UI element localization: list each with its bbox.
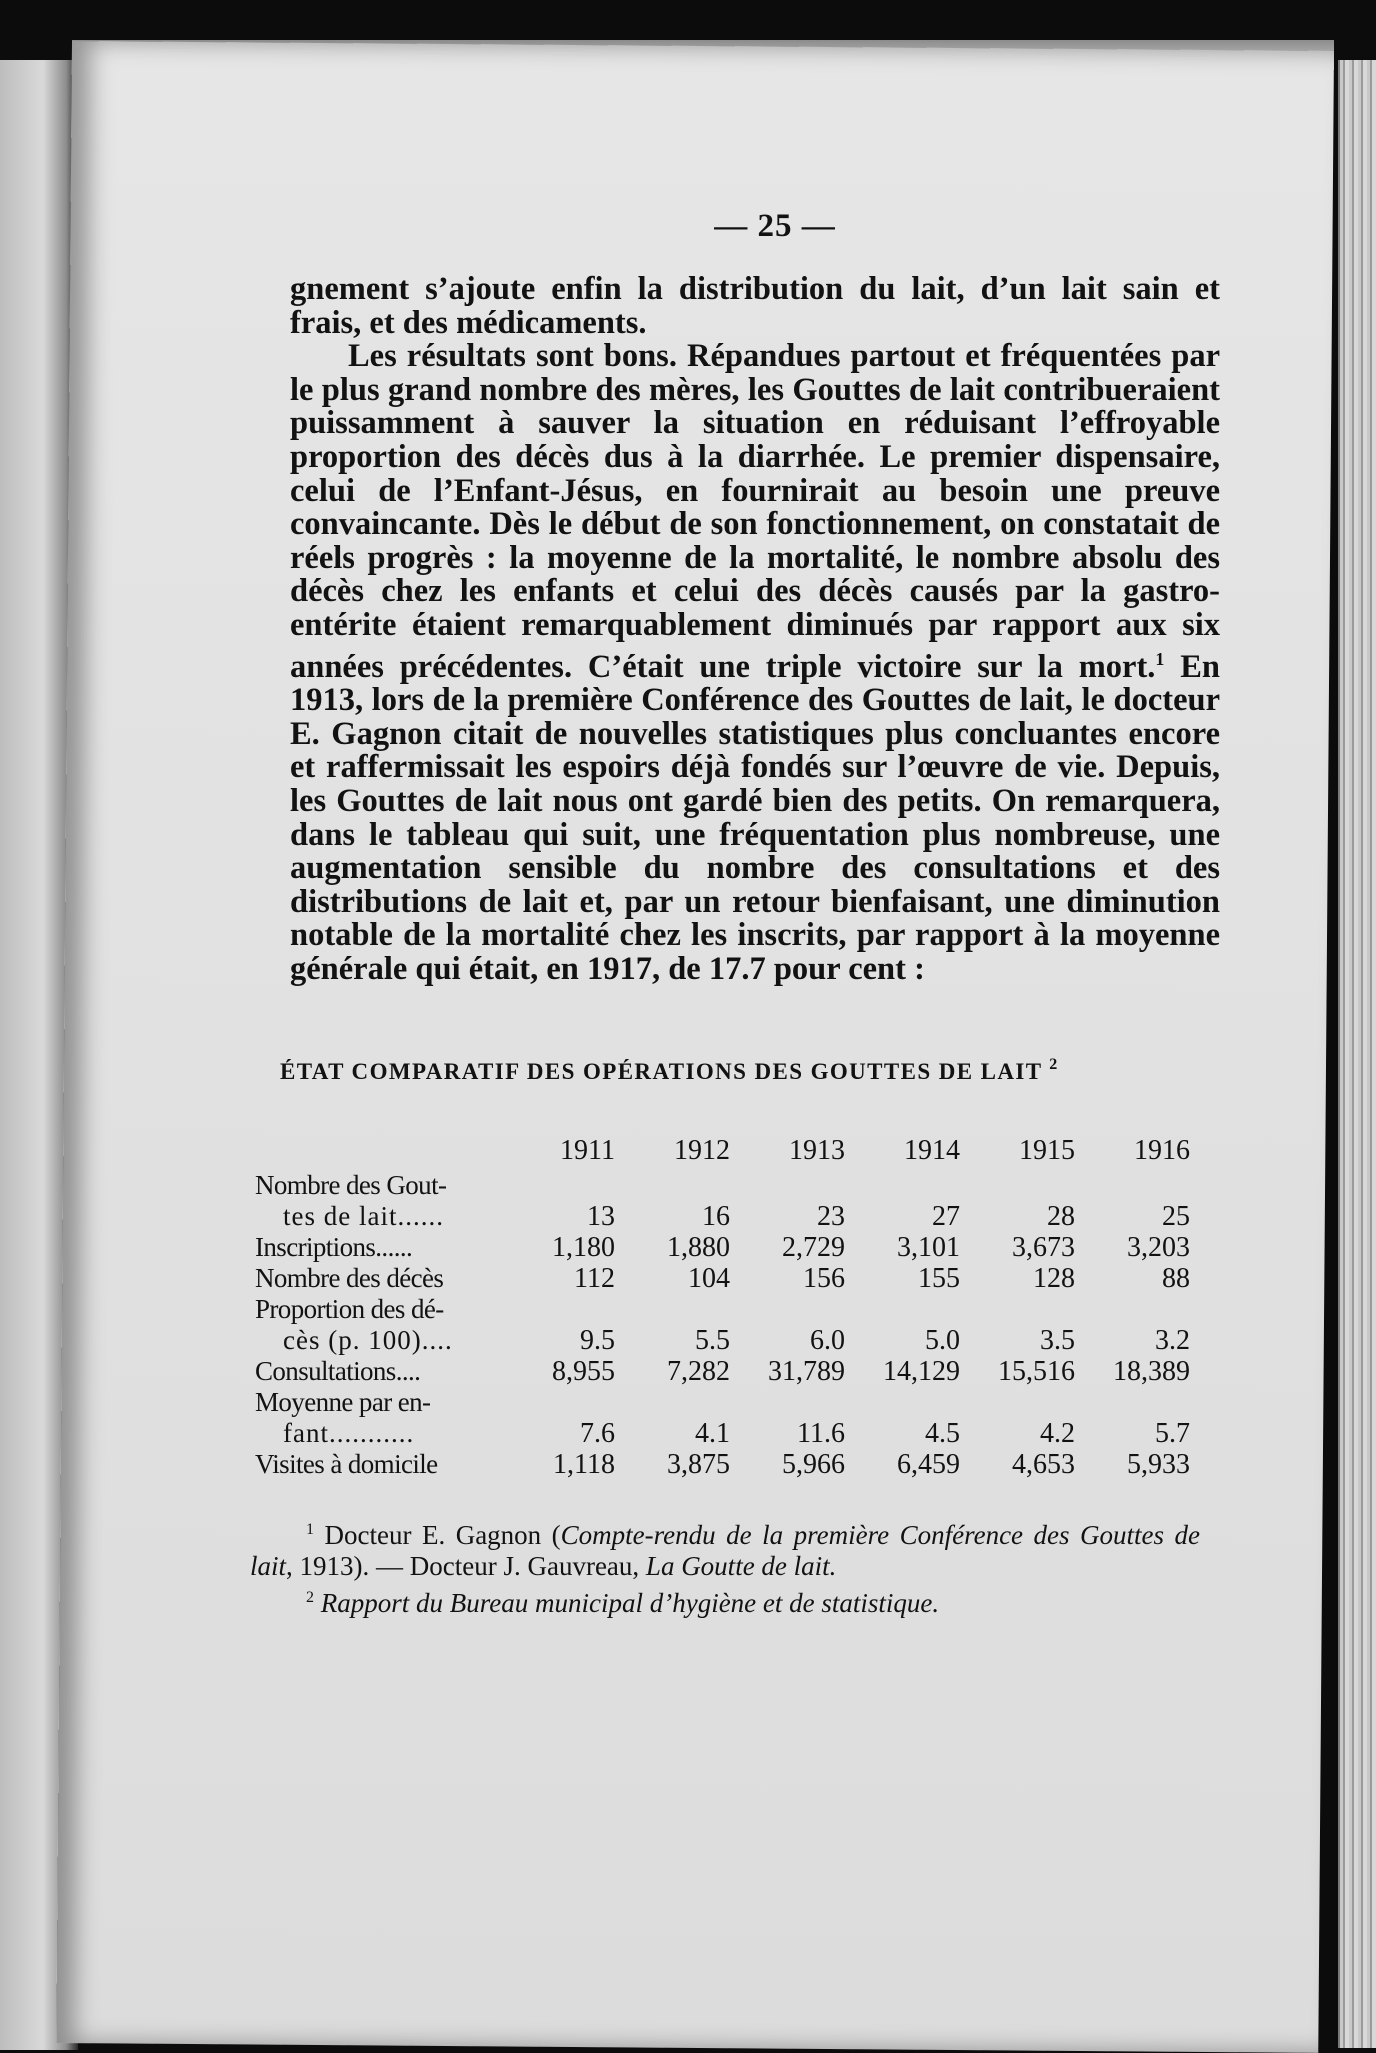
row-label (255, 1170, 500, 1232)
table-title (280, 1056, 1230, 1085)
footnote-1 (250, 1514, 1200, 1582)
footnote-ref-2: 2 (1049, 1056, 1059, 1074)
right-page-edges (1338, 60, 1376, 2048)
table-row (255, 1449, 1190, 1480)
year-header: 1914 (904, 1135, 960, 1167)
table-cell: 13 (587, 1201, 615, 1233)
footnote-1-italic-title: La Goutte de lait. (645, 1551, 837, 1582)
table-header-row (255, 1135, 1190, 1170)
table-cell: 18,389 (1113, 1356, 1190, 1388)
row-label (255, 1387, 500, 1449)
table-cell: 4,653 (1012, 1449, 1075, 1481)
table-cell: 16 (702, 1201, 730, 1233)
row-label-line: Nombre des Gout- (255, 1170, 447, 1201)
table-cell: 25 (1162, 1201, 1190, 1233)
table-cell: 4.1 (695, 1418, 730, 1450)
table-cell: 5.5 (695, 1325, 730, 1357)
row-label: Consultations.... (255, 1356, 421, 1387)
paragraph-2-part-1: Les résultats sont bons. Répandues partout et fréquentées par le plus grand nombre des mères, les Gouttes de lait contribueraient puissamment à sauver la situation en réduisant l’effroyable proportion des décès dus à la diarrhée. Le premier dispensaire, celui de l’Enfant-Jésus, en fournirait au besoin une preuve convaincante. Dès le début de son fonctionnement, on constatait de réels progrès : la moyenne de la mortalité, le nombre absolu des décès chez les enfants et celui des décès causés par la gastro-entérite étaient remarquablement diminués par rapport aux six années précédentes. C’était une triple victoire sur la mort. (290, 338, 1220, 685)
page-content (210, 152, 1230, 1619)
footnote-1-text: , 1913). — Docteur J. Gauvreau, (286, 1551, 646, 1582)
row-label-line: Proportion des dé- (255, 1294, 444, 1325)
table-cell: 155 (918, 1263, 960, 1295)
table-cell: 7.6 (580, 1418, 615, 1450)
table-cell: 11.6 (797, 1418, 845, 1450)
row-label: Inscriptions...... (255, 1232, 413, 1263)
table-cell: 128 (1033, 1263, 1075, 1295)
table-cell: 3.5 (1040, 1325, 1075, 1357)
body-text (290, 273, 1220, 986)
table-cell: 27 (932, 1201, 960, 1233)
year-header: 1912 (674, 1135, 730, 1167)
footnote-2-italic-title: Rapport du Bureau municipal d’hygiène et de statistique. (320, 1588, 940, 1619)
table-cell: 5,966 (782, 1449, 845, 1481)
table-cell: 6,459 (897, 1449, 960, 1481)
table-cell: 3.2 (1155, 1325, 1190, 1357)
row-label: Nombre des décès (255, 1263, 444, 1294)
table-cell: 1,880 (667, 1232, 730, 1264)
footnote-1-mark: 1 (306, 1521, 314, 1539)
table-cell: 3,203 (1127, 1232, 1190, 1264)
table-cell: 1,118 (553, 1449, 615, 1481)
table-cell: 14,129 (883, 1356, 960, 1388)
table-row (255, 1294, 1190, 1356)
footnote-ref-1: 1 (1155, 648, 1165, 669)
table-cell: 3,673 (1012, 1232, 1075, 1264)
table-cell: 3,101 (897, 1232, 960, 1264)
table-cell: 15,516 (998, 1356, 1075, 1388)
page-number: — 25 — (714, 208, 836, 244)
statistics-table (255, 1135, 1190, 1480)
row-label (255, 1294, 500, 1356)
paragraph-2-part-2: En 1913, lors de la première Conférence des Gouttes de lait, le docteur E. Gagnon citait de nouvelles statistiques plus concluantes encore et raffermissait les espoirs déjà fondés sur l’œuvre de vie. Depuis, les Gouttes de lait nous ont gardé bien des petits. On remarquera, dans le tableau qui suit, une fréquentation plus nombreuse, une augmentation sensible du nombre des consultations et des distributions de lait et, par un retour bienfaisant, une diminution notable de la mortalité chez les inscrits, par rapport à la moyenne générale qui était, en 1917, de 17.7 pour cent : (290, 648, 1220, 987)
table-cell: 5.0 (925, 1325, 960, 1357)
table-row (255, 1263, 1190, 1294)
paragraph-2 (290, 340, 1220, 986)
table-cell: 1,180 (552, 1232, 615, 1264)
table-cell: 28 (1047, 1201, 1075, 1233)
table-cell: 156 (803, 1263, 845, 1295)
row-label-line: tes de lait...... (283, 1201, 444, 1232)
table-cell: 2,729 (782, 1232, 845, 1264)
footnote-2 (250, 1582, 1200, 1619)
table-cell: 31,789 (768, 1356, 845, 1388)
table-cell: 7,282 (667, 1356, 730, 1388)
year-header: 1911 (560, 1135, 615, 1167)
table-cell: 104 (688, 1263, 730, 1295)
table-cell: 8,955 (552, 1356, 615, 1388)
row-label-line: fant........... (283, 1418, 415, 1449)
footnote-2-mark: 2 (306, 1589, 314, 1607)
table-header-empty (255, 1135, 500, 1170)
footnotes (250, 1514, 1200, 1619)
footnote-1-italic-title: Compte-rendu de la première Conférence des Gouttes de lait (250, 1520, 1200, 1582)
table-cell: 5.7 (1155, 1418, 1190, 1450)
table-cell: 3,875 (667, 1449, 730, 1481)
table-title-text: ÉTAT COMPARATIF DES OPÉRATIONS DES GOUTTES DE LAIT (280, 1059, 1043, 1085)
paragraph-1: gnement s’ajoute enfin la distribution du lait, d’un lait sain et frais, et des médicaments. (290, 271, 1220, 341)
table-row (255, 1232, 1190, 1263)
table-row (255, 1170, 1190, 1232)
table-cell: 5,933 (1127, 1449, 1190, 1481)
row-label-line: cès (p. 100).... (283, 1325, 453, 1356)
footnote-1-text: Docteur E. Gagnon ( (324, 1520, 561, 1551)
row-label-line: Moyenne par en- (255, 1387, 431, 1418)
row-label: Visites à domicile (255, 1449, 438, 1480)
table-row (255, 1356, 1190, 1387)
table-cell: 4.5 (925, 1418, 960, 1450)
table-cell: 9.5 (580, 1325, 615, 1357)
table-row (255, 1387, 1190, 1449)
table-cell: 112 (574, 1263, 615, 1295)
year-header: 1916 (1134, 1135, 1190, 1167)
table-cell: 4.2 (1040, 1418, 1075, 1450)
year-header: 1915 (1019, 1135, 1075, 1167)
year-header: 1913 (789, 1135, 845, 1167)
table-cell: 6.0 (810, 1325, 845, 1357)
table-cell: 88 (1162, 1263, 1190, 1295)
table-cell: 23 (817, 1201, 845, 1233)
